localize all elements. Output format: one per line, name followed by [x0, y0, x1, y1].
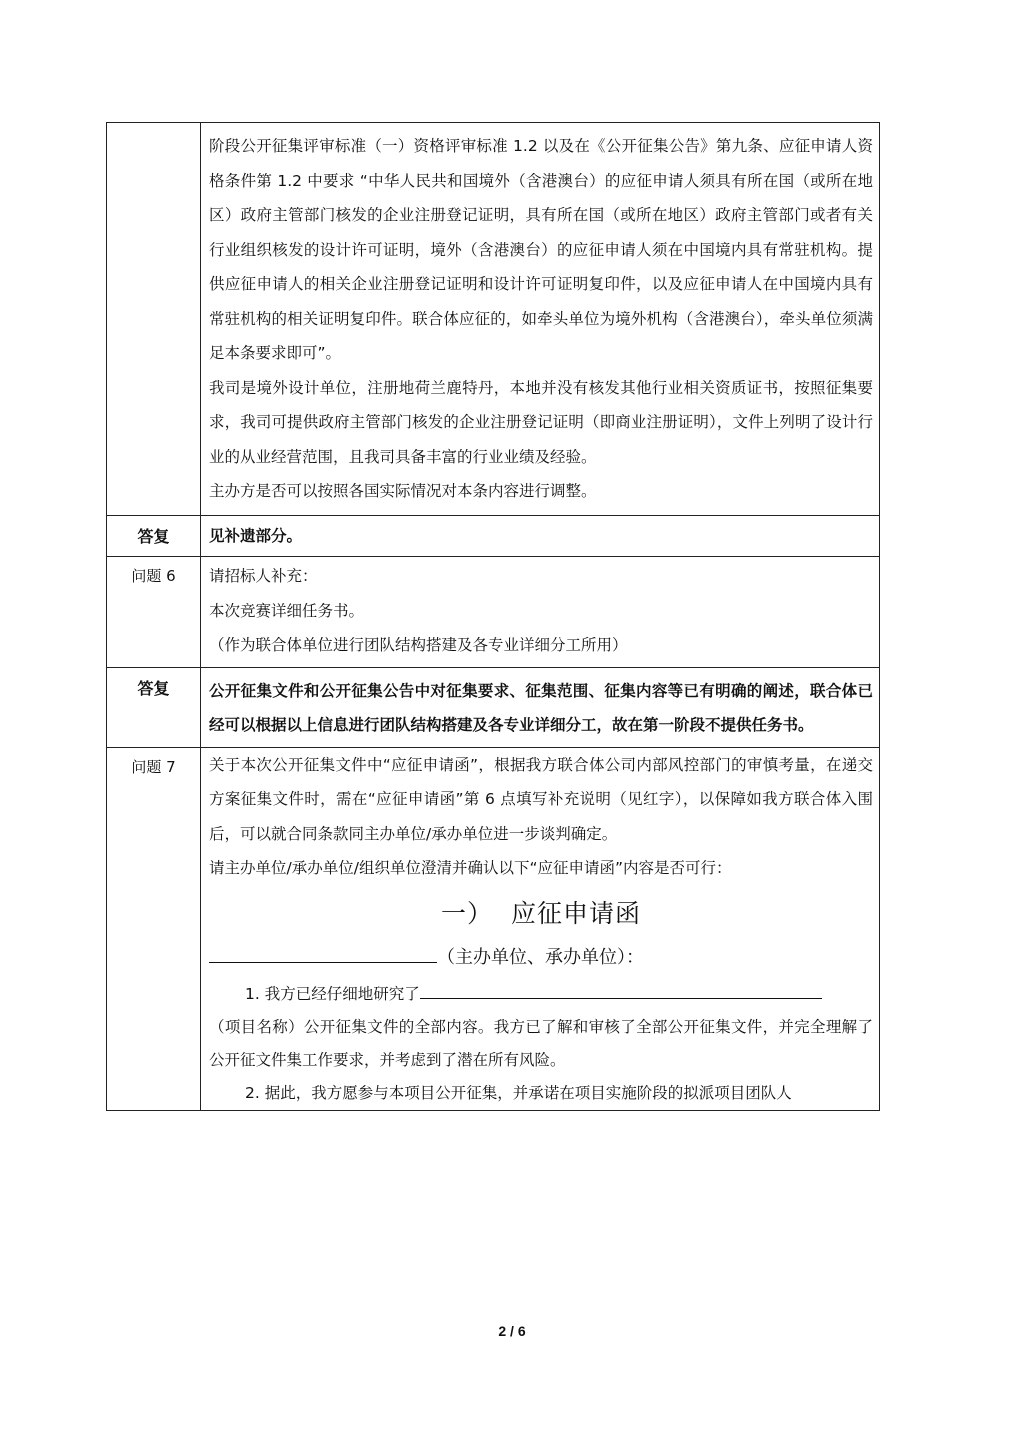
row-label-cell: [107, 123, 201, 516]
page-number: 2 / 6: [498, 1323, 526, 1339]
recipient-blank-line: [209, 940, 437, 963]
recipient-suffix: （主办单位、承办单位）：: [437, 946, 644, 968]
question-paragraph: （作为联合体单位进行团队结构搭建及各专业详细分工所用）: [209, 636, 628, 654]
table-row-answer-6: [107, 667, 880, 747]
qa-table: [106, 122, 880, 1111]
row-content-cell: [201, 123, 880, 516]
letter-item-2: 2. 据此，我方愿参与本项目公开征集，并承诺在项目实施阶段的拟派项目团队人: [245, 1083, 792, 1102]
letter-recipient-line: [209, 940, 873, 976]
table-row-question-6: [107, 557, 880, 668]
row-label-cell: [107, 747, 201, 1110]
letter-item-1-prefix: 1. 我方已经仔细地研究了: [245, 984, 420, 1003]
row-label-cell: [107, 515, 201, 557]
letter-heading-title: 应征申请函: [511, 898, 642, 928]
question-label: 问题 7: [131, 757, 176, 776]
row-content-cell: [201, 747, 880, 1110]
letter-item-1: [209, 976, 873, 1011]
letter-heading: [209, 896, 873, 932]
answer-paragraph: 公开征集文件和公开征集公告中对征集要求、征集范围、征集内容等已有明确的阐述，联合体已经可以根据以上信息进行团队结构搭建及各专业详细分工，故在第一阶段不提供任务书。: [209, 681, 873, 734]
question-paragraph: 请主办单位/承办单位/组织单位澄清并确认以下“应征申请函”内容是否可行：: [209, 859, 732, 877]
row-content-cell: [201, 557, 880, 668]
row-label-cell: [107, 557, 201, 668]
table-row-question-5-continued: [107, 123, 880, 516]
question-paragraph: 我司是境外设计单位，注册地荷兰鹿特丹，本地并没有核发其他行业相关资质证书，按照征集要求，我司可提供政府主管部门核发的企业注册登记证明（即商业注册证明），文件上列明了设计行业的从业经营范围，且我司具备丰富的行业业绩及经验。: [209, 378, 873, 466]
question-paragraph: 阶段公开征集评审标准（一）资格评审标准 1.2 以及在《公开征集公告》第九条、应征申请人资格条件第 1.2 中要求 “中华人民共和国境外（含港澳台）的应征申请人须具有所在国（或所在地区）政府主管部门核发的企业注册登记证明，具有所在国（或所在地区）政府主管部门或者有关行业组织核发的设计许可证明，境外（含港澳台）的应征申请人须在中国境内具有常驻机构。提供应征申请人的相关企业注册登记证明和设计许可证明复印件，以及应征申请人在中国境内具有常驻机构的相关证明复印件。联合体应征的，如牵头单位为境外机构（含港澳台），牵头单位须满足本条要求即可”。: [209, 137, 873, 362]
question-label: 问题 6: [131, 567, 176, 585]
question-paragraph: 主办方是否可以按照各国实际情况对本条内容进行调整。: [209, 482, 597, 500]
letter-item-1-continued: （项目名称）公开征集文件的全部内容。我方已了解和审核了全部公开征集文件，并完全理解了公开征文件集工作要求，并考虑到了潜在所有风险。: [209, 1017, 873, 1069]
row-label-cell: [107, 667, 201, 747]
question-paragraph: 请招标人补充：: [209, 567, 318, 585]
project-name-blank-line: [420, 976, 822, 999]
answer-paragraph: 见补遗部分。: [209, 526, 303, 545]
question-paragraph: 关于本次公开征集文件中“应征申请函”，根据我方联合体公司内部风控部门的审慎考量，在递交方案征集文件时，需在“应征申请函”第 6 点填写补充说明（见红字），以保障如我方联合体入围后，可以就合同条款同主办单位/承办单位进一步谈判确定。: [209, 755, 873, 843]
table-row-question-7: [107, 747, 880, 1110]
table-row-answer-5: [107, 515, 880, 557]
answer-label: 答复: [137, 526, 170, 546]
row-label: [107, 123, 200, 131]
row-content-cell: [201, 667, 880, 747]
question-paragraph: 本次竞赛详细任务书。: [209, 601, 365, 620]
answer-label: 答复: [137, 678, 170, 698]
row-content-cell: [201, 515, 880, 557]
letter-heading-number: 一）: [440, 898, 493, 928]
